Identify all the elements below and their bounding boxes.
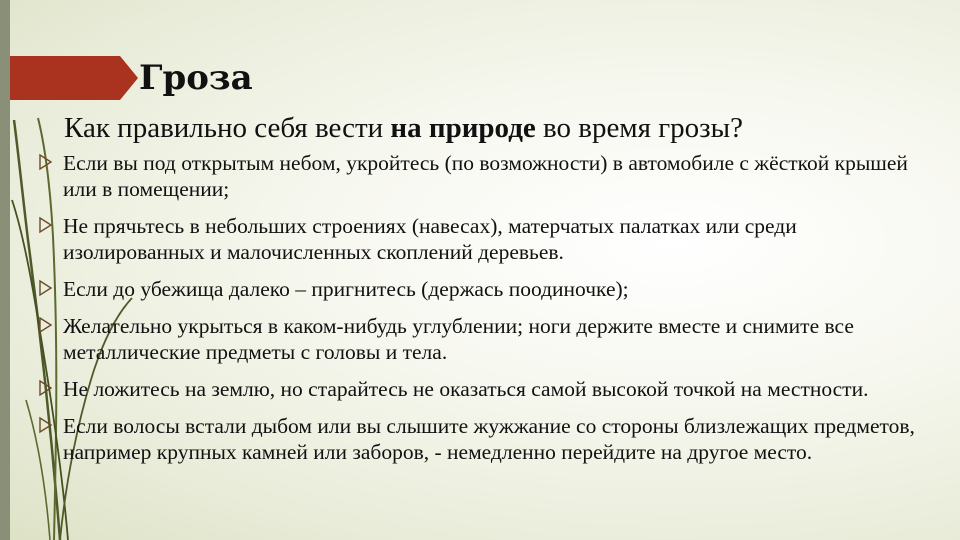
subtitle-bold: на природе bbox=[390, 112, 536, 144]
bullet-arrow-icon bbox=[36, 216, 54, 234]
bullet-text: Если до убежища далеко – пригнитесь (держась поодиночке); bbox=[63, 277, 629, 301]
bullet-text: Желательно укрыться в каком-нибудь углублении; ноги держите вместе и снимите все металлические предметы с головы и тела. bbox=[63, 314, 854, 364]
subtitle-part-2: во время грозы? bbox=[535, 112, 743, 144]
bullet-arrow-icon bbox=[36, 379, 54, 397]
title-arrow-shape bbox=[10, 56, 138, 100]
list-item bbox=[36, 276, 936, 302]
bullet-text: Если волосы встали дыбом или вы слышите жужжание со стороны близлежащих предметов, например крупных камней или заборов, - немедленно перейдите на другое место. bbox=[63, 414, 915, 464]
list-item bbox=[36, 150, 936, 202]
slide-subtitle bbox=[64, 108, 743, 148]
bullet-text: Если вы под открытым небом, укройтесь (по возможности) в автомобиле с жёсткой крышей или в помещении; bbox=[63, 151, 908, 201]
bullet-arrow-icon bbox=[36, 279, 54, 297]
bullet-list bbox=[36, 150, 936, 476]
list-item bbox=[36, 313, 936, 365]
bullet-text: Не ложитесь на землю, но старайтесь не оказаться самой высокой точкой на местности. bbox=[63, 377, 869, 401]
bullet-arrow-icon bbox=[36, 316, 54, 334]
list-item bbox=[36, 376, 936, 402]
subtitle-part-1: Как правильно себя вести bbox=[64, 112, 391, 144]
slide-title: Гроза bbox=[139, 58, 253, 98]
bullet-arrow-icon bbox=[36, 416, 54, 434]
bullet-arrow-icon bbox=[36, 153, 54, 171]
list-item bbox=[36, 413, 936, 465]
list-item bbox=[36, 213, 936, 265]
bullet-text: Не прячьтесь в небольших строениях (навесах), матерчатых палатках или среди изолированных и малочисленных скоплений деревьев. bbox=[63, 214, 797, 264]
